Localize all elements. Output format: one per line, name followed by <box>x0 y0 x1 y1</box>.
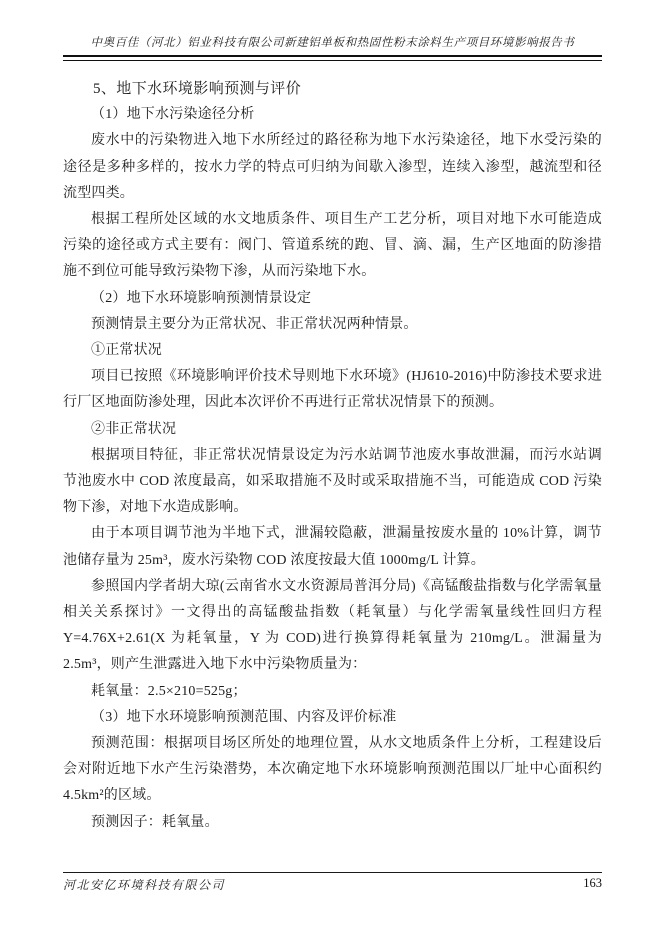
paragraph: 根据工程所处区域的水文地质条件、项目生产工艺分析，项目对地下水可能造成污染的途径或方式主要有：阀门、管道系统的跑、冒、滴、漏，生产区地面的防渗措施不到位可能导致污染物下渗，从而污染地下水。 <box>63 212 602 280</box>
page-number: 163 <box>583 876 602 890</box>
calculation-line: 耗氧量：2.5×210=525g； <box>91 683 247 699</box>
paragraph: 由于本项目调节池为半地下式，泄漏较隐蔽，泄漏量按废水量的 10%计算，调节池储存量为 25m³，废水污染物 COD 浓度按最大值 1000mg/L 计算。 <box>63 526 602 568</box>
paragraph: 废水中的污染物进入地下水所经过的路径称为地下水污染途径，地下水受污染的途径是多种多样的，按水力学的特点可归纳为间歇入渗型，连续入渗型，越流型和径流型四类。 <box>63 133 602 201</box>
section-heading: 5、地下水环境影响预测与评价 <box>93 81 302 97</box>
subsection-heading: （1）地下水污染途径分析 <box>91 107 255 123</box>
document-body <box>63 76 602 836</box>
list-item-abnormal: ②非正常状况 <box>91 421 177 437</box>
subsection-heading: （2）地下水环境影响预测情景设定 <box>91 290 312 306</box>
page-footer <box>63 872 602 893</box>
paragraph: 根据项目特征，非正常状况情景设定为污水站调节池废水事故泄漏，而污水站调节池废水中 COD 浓度最高，如采取措施不及时或采取措施不当，可能造成 COD 污染物下渗，对地下水造成影响。 <box>63 447 602 516</box>
report-title: 中奥百佳（河北）铝业科技有限公司新建铝单板和热固性粉末涂料生产项目环境影响报告书 <box>90 37 575 49</box>
paragraph: 参照国内学者胡大琼(云南省水文水资源局普洱分局)《高锰酸盐指数与化学需氧量相关关系探讨》一文得出的高锰酸盐指数（耗氧量）与化学需氧量线性回归方程Y=4.76X+2.61(X 为耗氧量，Y 为 COD)进行换算得耗氧量为 210mg/L。泄漏量为 2.5m³，则产生泄露进入地下水中污染物质量为： <box>63 578 602 673</box>
subsection-heading: （3）地下水环境影响预测范围、内容及评价标准 <box>91 709 397 725</box>
paragraph: 预测因子：耗氧量。 <box>91 814 219 830</box>
footer-company-name: 河北安亿环境科技有限公司 <box>63 878 226 892</box>
paragraph: 预测情景主要分为正常状况、非正常状况两种情景。 <box>91 316 418 332</box>
list-item-normal: ①正常状况 <box>91 343 162 359</box>
header-double-rule <box>63 55 602 61</box>
page-header <box>63 0 602 61</box>
paragraph: 项目已按照《环境影响评价技术导则地下水环境》(HJ610-2016)中防渗技术要求进行厂区地面防渗处理，因此本次评价不再进行正常状况情景下的预测。 <box>63 369 602 411</box>
paragraph: 预测范围：根据项目场区所处的地理位置，从水文地质条件上分析，工程建设后会对附近地下水产生污染潜势，本次确定地下水环境影响预测范围以厂址中心面积约4.5km²的区域。 <box>63 736 602 804</box>
